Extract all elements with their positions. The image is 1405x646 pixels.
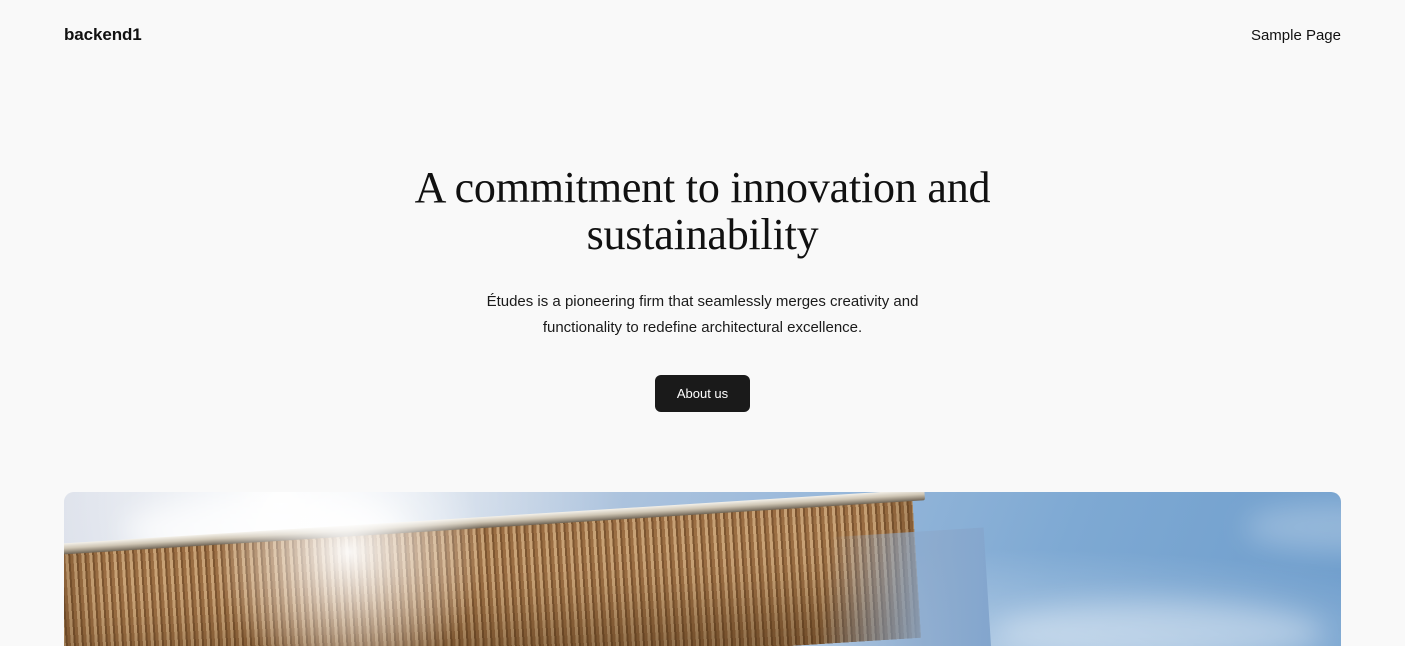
about-us-button[interactable]: About us (655, 375, 750, 412)
primary-navigation (1251, 27, 1341, 44)
site-header (0, 0, 1405, 70)
hero-image (64, 492, 1341, 646)
hero-title: A commitment to innovation and sustainability (414, 163, 991, 259)
site-title[interactable]: backend1 (64, 25, 142, 44)
hero-subtitle: Études is a pioneering firm that seamlessly merges creativity and functionality to redefine architectural excellence. (486, 293, 919, 337)
hero-cta-wrapper (0, 375, 1405, 412)
nav-link-sample-page[interactable]: Sample Page (1250, 26, 1341, 44)
hero-section (0, 70, 1405, 412)
